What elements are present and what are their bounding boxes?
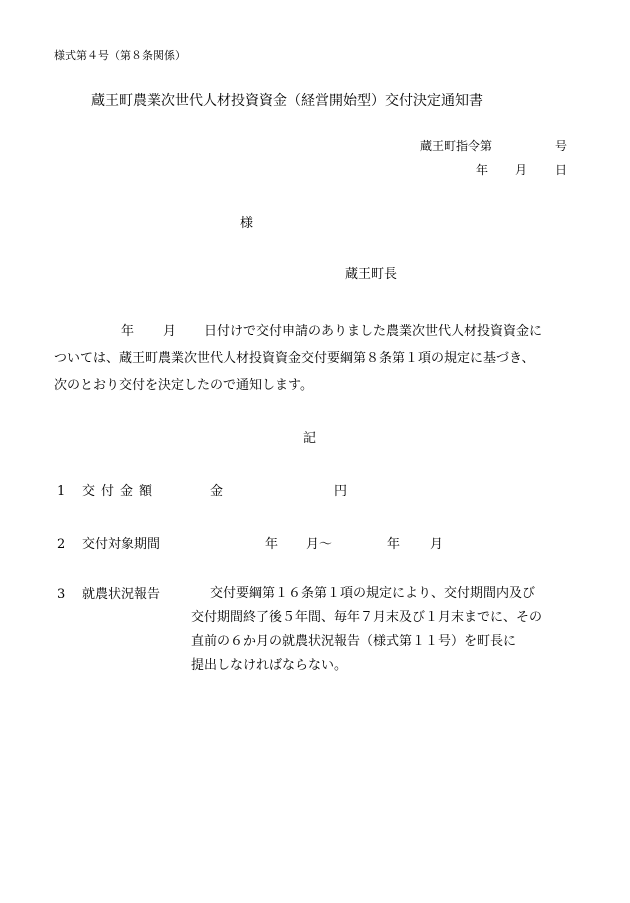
document-title: 蔵王町農業次世代人材投資資金（経営開始型）交付決定通知書: [91, 93, 483, 109]
doc-number-suffix: 号: [555, 139, 568, 153]
item1-label: 交付金額: [82, 484, 159, 499]
item2-number: 2: [57, 537, 66, 552]
body-line2: ついては、蔵王町農業次世代人材投資資金交付要綱第８条第１項の規定に基づき、: [54, 351, 535, 366]
item1-number: 1: [57, 484, 66, 499]
date-month: 月: [515, 163, 528, 177]
item3-line: 交付期間終了後５年間、毎年７月末及び１月末までに、その: [191, 610, 543, 625]
issuer: 蔵王町長: [345, 267, 398, 282]
item1-kin: 金: [210, 484, 224, 499]
body-year: 年: [121, 324, 135, 339]
item2-label: 交付対象期間: [82, 537, 161, 552]
item3-label: 就農状況報告: [82, 587, 161, 602]
ki-heading: 記: [303, 431, 317, 446]
item3-line: 交付要綱第１６条第１項の規定により、交付期間内及び: [210, 586, 536, 601]
body-line1: 日付けで交付申請のありました農業次世代人材投資資金に: [204, 324, 543, 339]
item2-month-start: 月～: [306, 537, 333, 552]
item3-text: [191, 582, 542, 678]
addressee-suffix: 様: [240, 216, 254, 231]
form-id: 様式第４号（第８条関係）: [54, 49, 186, 62]
item1-yen: 円: [334, 484, 348, 499]
date-year: 年: [476, 163, 489, 177]
body-month: 月: [163, 324, 177, 339]
item3-number: 3: [57, 587, 66, 602]
item2-year-start: 年: [265, 537, 279, 552]
doc-number-prefix: 蔵王町指令第: [420, 139, 493, 153]
date-day: 日: [555, 163, 568, 177]
item2-month-end: 月: [430, 537, 444, 552]
body-line3: 次のとおり交付を決定したので通知します。: [54, 378, 313, 393]
item2-year-end: 年: [387, 537, 401, 552]
item3-line: 直前の６か月の就農状況報告（様式第１１号）を町長に: [191, 634, 517, 649]
item3-line: 提出しなければならない。: [191, 658, 348, 673]
